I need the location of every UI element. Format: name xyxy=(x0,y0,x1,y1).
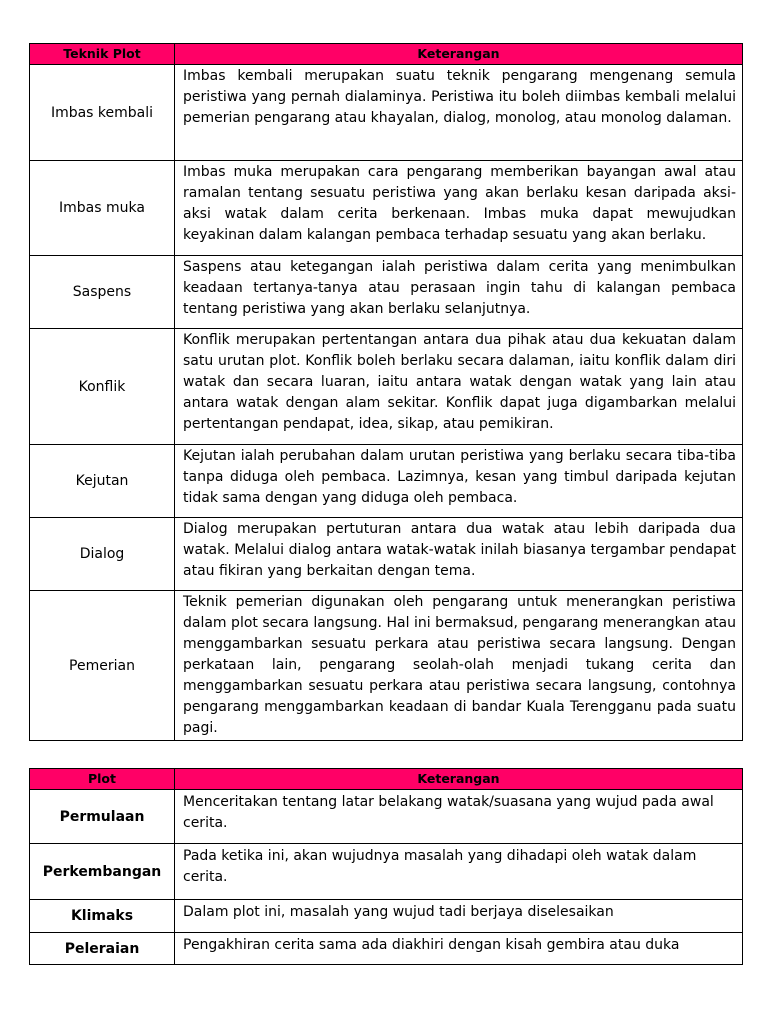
row-description: Kejutan ialah perubahan dalam urutan peristiwa yang berlaku secara tiba-tiba tanpa diduga oleh pembaca. Lazimnya, kesan yang timbul daripada kejutan tidak sama dengan yang diduga oleh pembaca. xyxy=(175,445,743,518)
row-label: Saspens xyxy=(30,256,175,329)
plot-table xyxy=(29,768,743,965)
table-header-row xyxy=(30,44,743,65)
row-label: Imbas muka xyxy=(30,161,175,256)
table-row xyxy=(30,161,743,256)
table-row xyxy=(30,790,743,844)
table-row xyxy=(30,445,743,518)
table-row xyxy=(30,591,743,741)
table-row xyxy=(30,65,743,161)
row-label: Kejutan xyxy=(30,445,175,518)
row-description: Dalam plot ini, masalah yang wujud tadi berjaya diselesaikan xyxy=(175,900,743,933)
table-row xyxy=(30,844,743,900)
header-keterangan: Keterangan xyxy=(175,769,743,790)
row-description: Imbas kembali merupakan suatu teknik pengarang mengenang semula peristiwa yang pernah dialaminya. Peristiwa itu boleh diimbas kembali melalui pemerian pengarang atau khayalan, dialog, monolog, atau monolog dalaman. xyxy=(175,65,743,161)
teknik-plot-table xyxy=(29,43,743,741)
row-label: Konflik xyxy=(30,329,175,445)
row-label: Peleraian xyxy=(30,933,175,965)
header-keterangan: Keterangan xyxy=(175,44,743,65)
row-label: Pemerian xyxy=(30,591,175,741)
header-plot: Plot xyxy=(30,769,175,790)
table-row xyxy=(30,329,743,445)
row-label: Perkembangan xyxy=(30,844,175,900)
row-description: Konflik merupakan pertentangan antara dua pihak atau dua kekuatan dalam satu urutan plot. Konflik boleh berlaku secara dalaman, iaitu konflik dalam diri watak dan secara luaran, iaitu antara watak dengan watak yang lain atau antara watak dengan alam sekitar. Konflik dapat juga digambarkan melalui pertentangan pendapat, idea, sikap, atau pemikiran. xyxy=(175,329,743,445)
row-description: Saspens atau ketegangan ialah peristiwa dalam cerita yang menimbulkan keadaan tertanya-tanya atau perasaan ingin tahu di kalangan pembaca tentang peristiwa yang akan berlaku selanjutnya. xyxy=(175,256,743,329)
row-label: Klimaks xyxy=(30,900,175,933)
row-label: Imbas kembali xyxy=(30,65,175,161)
table-row xyxy=(30,518,743,591)
row-description: Dialog merupakan pertuturan antara dua watak atau lebih daripada dua watak. Melalui dialog antara watak-watak inilah biasanya tergambar pendapat atau fikiran yang berkaitan dengan tema. xyxy=(175,518,743,591)
header-teknik-plot: Teknik Plot xyxy=(30,44,175,65)
row-label: Dialog xyxy=(30,518,175,591)
row-description: Pengakhiran cerita sama ada diakhiri dengan kisah gembira atau duka xyxy=(175,933,743,965)
row-description: Imbas muka merupakan cara pengarang memberikan bayangan awal atau ramalan tentang sesuatu peristiwa yang akan berlaku kesan daripada aksi-aksi watak dalam cerita berkenaan. Imbas muka dapat mewujudkan keyakinan dalam kalangan pembaca terhadap sesuatu yang akan berlaku. xyxy=(175,161,743,256)
table-row xyxy=(30,900,743,933)
row-description: Teknik pemerian digunakan oleh pengarang untuk menerangkan peristiwa dalam plot secara langsung. Hal ini bermaksud, pengarang menerangkan atau menggambarkan sesuatu perkara atau peristiwa secara langsung. Dengan perkataan lain, pengarang seolah-olah menjadi tukang cerita dan menggambarkan sesuatu perkara atau peristiwa secara langsung, contohnya pengarang menggambarkan keadaan di bandar Kuala Terengganu pada suatu pagi. xyxy=(175,591,743,741)
table-row xyxy=(30,256,743,329)
table-row xyxy=(30,933,743,965)
row-label: Permulaan xyxy=(30,790,175,844)
row-description: Pada ketika ini, akan wujudnya masalah yang dihadapi oleh watak dalam cerita. xyxy=(175,844,743,900)
row-description: Menceritakan tentang latar belakang watak/suasana yang wujud pada awal cerita. xyxy=(175,790,743,844)
table-header-row xyxy=(30,769,743,790)
